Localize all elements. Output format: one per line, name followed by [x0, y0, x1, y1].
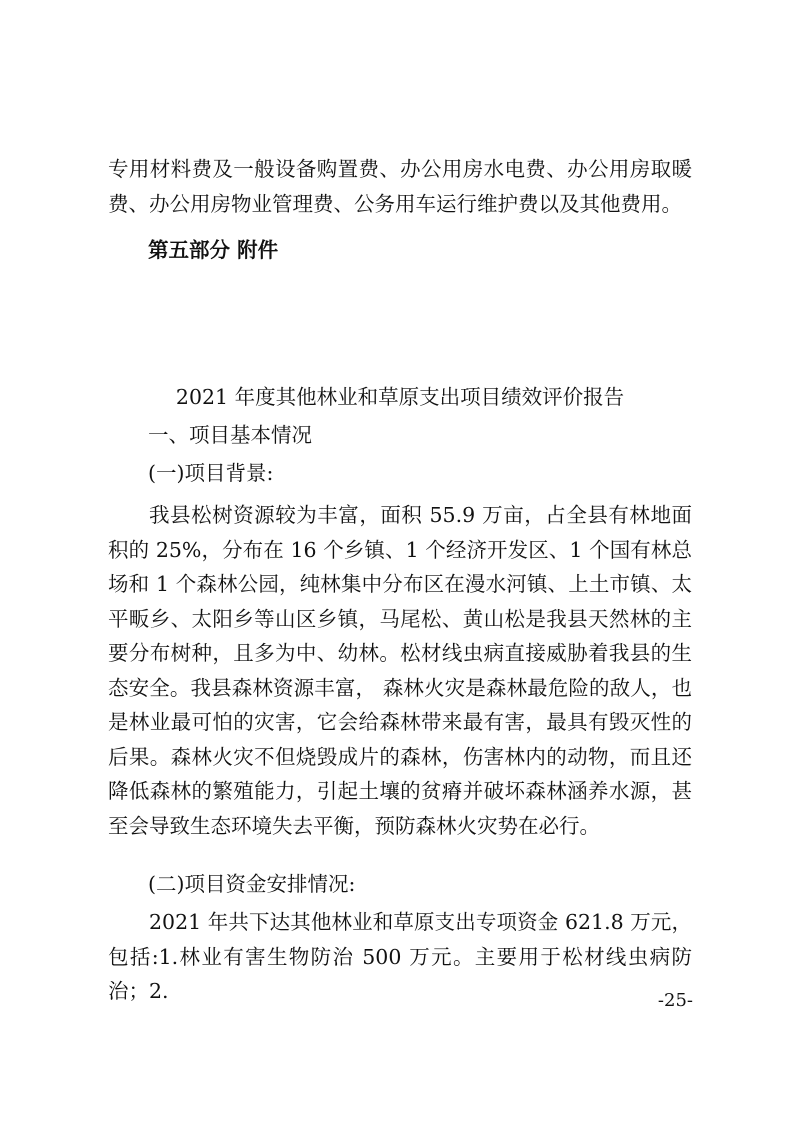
subsection-one-heading: (一)项目背景: — [148, 461, 274, 485]
section-one-heading: 一、项目基本情况 — [148, 423, 312, 447]
background-paragraph: 我县松树资源较为丰富，面积 55.9 万亩，占全县有林地面积的 25%，分布在 16 个乡镇、1 个经济开发区、1 个国有林总场和 1 个森林公园，纯林集中分布区在漫水河镇、上土市镇、太平畈乡、太阳乡等山区乡镇，马尾松、黄山松是我县天然林的主要分布树种，且多为中、幼林。松材线虫病直接威胁着我县的生态安全。我县森林资源丰富， 森林火灾是森林最危险的敌人，也是林业最可怕的灾害，它会给森林带来最有害，最具有毁灭性的后果。森林火灾不但烧毁成片的森林，伤害林内的动物，而且还降低森林的繁殖能力，引起土壤的贫瘠并破坏森林涵养水源，甚至会导致生态环境失去平衡，预防森林火灾势在必行。 — [108, 503, 692, 838]
funding-paragraph: 2021 年共下达其他林业和草原支出专项资金 621.8 万元，包括:1.林业有害生物防治 500 万元。主要用于松材线虫病防治；2. — [108, 910, 692, 1003]
page-number: -25- — [657, 990, 693, 1011]
section-heading: 第五部分 附件 — [148, 238, 279, 262]
subsection-two-heading: (二)项目资金安排情况: — [148, 872, 356, 896]
intro-paragraph: 专用材料费及一般设备购置费、办公用房水电费、办公用房取暖费、办公用房物业管理费、公务用车运行维护费以及其他费用。 — [108, 157, 692, 216]
report-title: 2021 年度其他林业和草原支出项目绩效评价报告 — [175, 385, 625, 409]
